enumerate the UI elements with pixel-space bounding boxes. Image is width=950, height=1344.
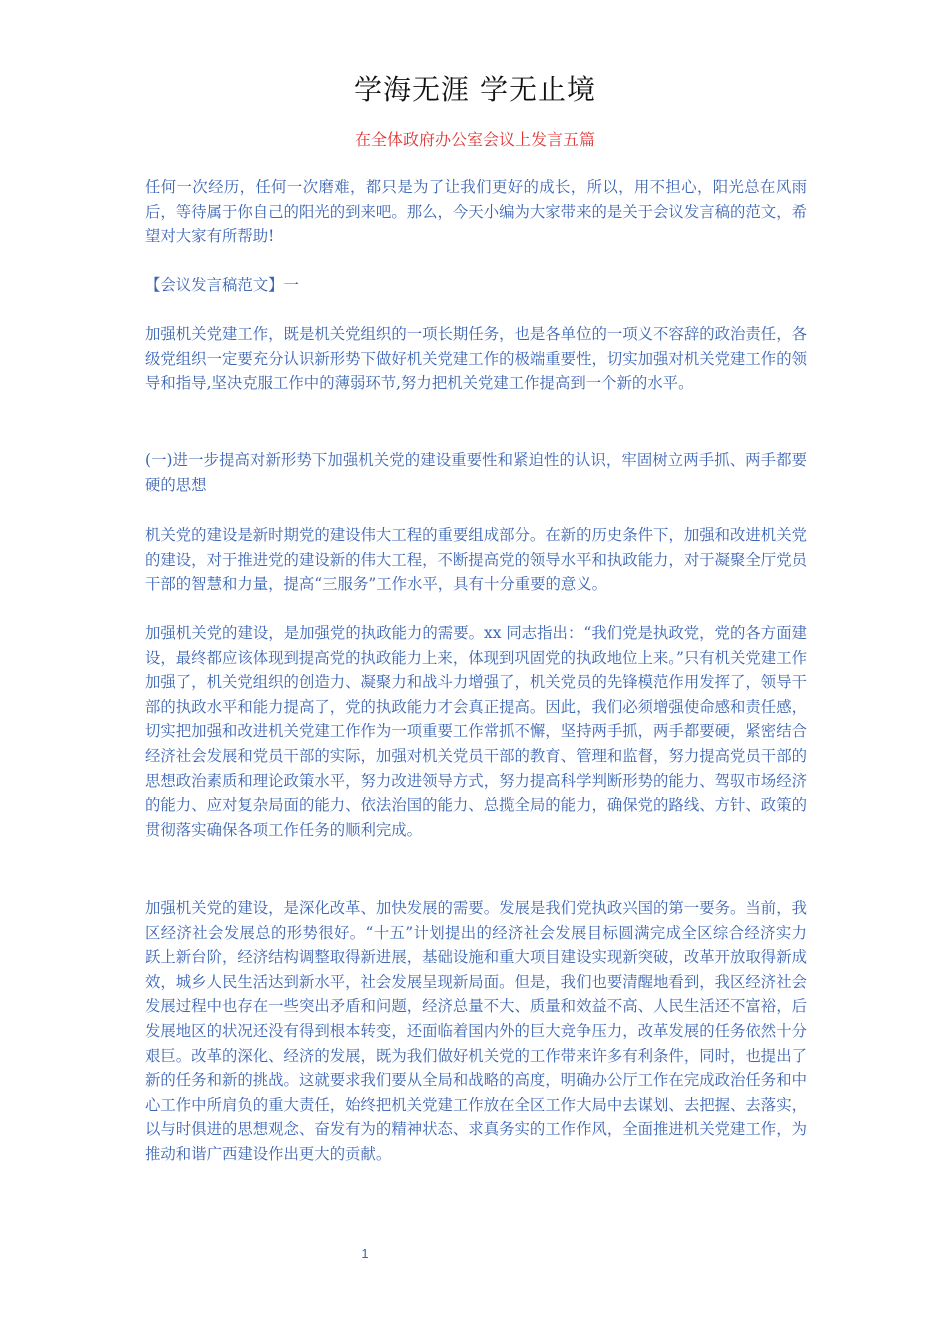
body-paragraph: 机关党的建设是新时期党的建设伟大工程的重要组成部分。在新的历史条件下，加强和改进机关党的建设，对于推进党的建设新的伟大工程，不断提高党的领导水平和执政能力，对于凝聚全厅党员干部的智慧和力量，提高“三服务”工作水平，具有十分重要的意义。	[145, 526, 807, 594]
body-paragraph: 加强机关党建工作，既是机关党组织的一项长期任务，也是各单位的一项义不容辞的政治责任，各级党组织一定要充分认识新形势下做好机关党建工作的极端重要性，切实加强对机关党建工作的领导和指导,坚决克服工作中的薄弱环节,努力把机关党建工作提高到一个新的水平。	[145, 325, 807, 393]
intro-paragraph: 任何一次经历，任何一次磨难，都只是为了让我们更好的成长，所以，用不担心，阳光总在风雨后，等待属于你自己的阳光的到来吧。那么，今天小编为大家带来的是关于会议发言稿的范文，希望对大家有所帮助!	[145, 178, 807, 246]
body-paragraph: 加强机关党的建设，是加强党的执政能力的需要。xx 同志指出：“我们党是执政党，党的各方面建设，最终都应该体现到提高党的执政能力上来，体现到巩固党的执政地位上来。”只有机关党建工作加强了，机关党组织的创造力、凝聚力和战斗力增强了，机关党员的先锋模范作用发挥了，领导干部的执政水平和能力提高了，党的执政能力才会真正提高。因此，我们必须增强使命感和责任感，切实把加强和改进机关党建工作作为一项重要工作常抓不懈，坚持两手抓，两手都要硬，紧密结合经济社会发展和党员干部的实际，加强对机关党员干部的教育、管理和监督，努力提高党员干部的思想政治素质和理论政策水平，努力改进领导方式，努力提高科学判断形势的能力、驾驭市场经济的能力、应对复杂局面的能力、依法治国的能力、总揽全局的能力，确保党的路线、方针、政策的贯彻落实确保各项工作任务的顺利完成。	[145, 624, 807, 839]
page-number: 1	[361, 1246, 369, 1261]
subsection-heading: (一)进一步提高对新形势下加强机关党的建设重要性和紧迫性的认识，牢固树立两手抓、两手都要硬的思想	[145, 451, 807, 494]
body-paragraph: 加强机关党的建设，是深化改革、加快发展的需要。发展是我们党执政兴国的第一要务。当前，我区经济社会发展总的形势很好。“十五”计划提出的经济社会发展目标圆满完成全区综合经济实力跃上新台阶，经济结构调整取得新进展，基础设施和重大项目建设实现新突破，改革开放取得新成效，城乡人民生活达到新水平，社会发展呈现新局面。但是，我们也要清醒地看到，我区经济社会发展过程中也存在一些突出矛盾和问题，经济总量不大、质量和效益不高、人民生活还不富裕，后发展地区的状况还没有得到根本转变，还面临着国内外的巨大竞争压力，改革发展的任务依然十分艰巨。改革的深化、经济的发展，既为我们做好机关党的工作带来许多有利条件，同时，也提出了新的任务和新的挑战。这就要求我们要从全局和战略的高度，明确办公厅工作在完成政治任务和中心工作中所肩负的重大责任，始终把机关党建工作放在全区工作大局中去谋划、去把握、去落实，以与时俱进的思想观念、奋发有为的精神状态、求真务实的工作作风，全面推进机关党建工作，为推动和谐广西建设作出更大的贡献。	[145, 899, 807, 1163]
section-heading: 【会议发言稿范文】一	[145, 276, 299, 294]
document-subtitle: 在全体政府办公室会议上发言五篇	[354, 130, 595, 149]
header-title: 学海无涯 学无止境	[354, 73, 596, 106]
